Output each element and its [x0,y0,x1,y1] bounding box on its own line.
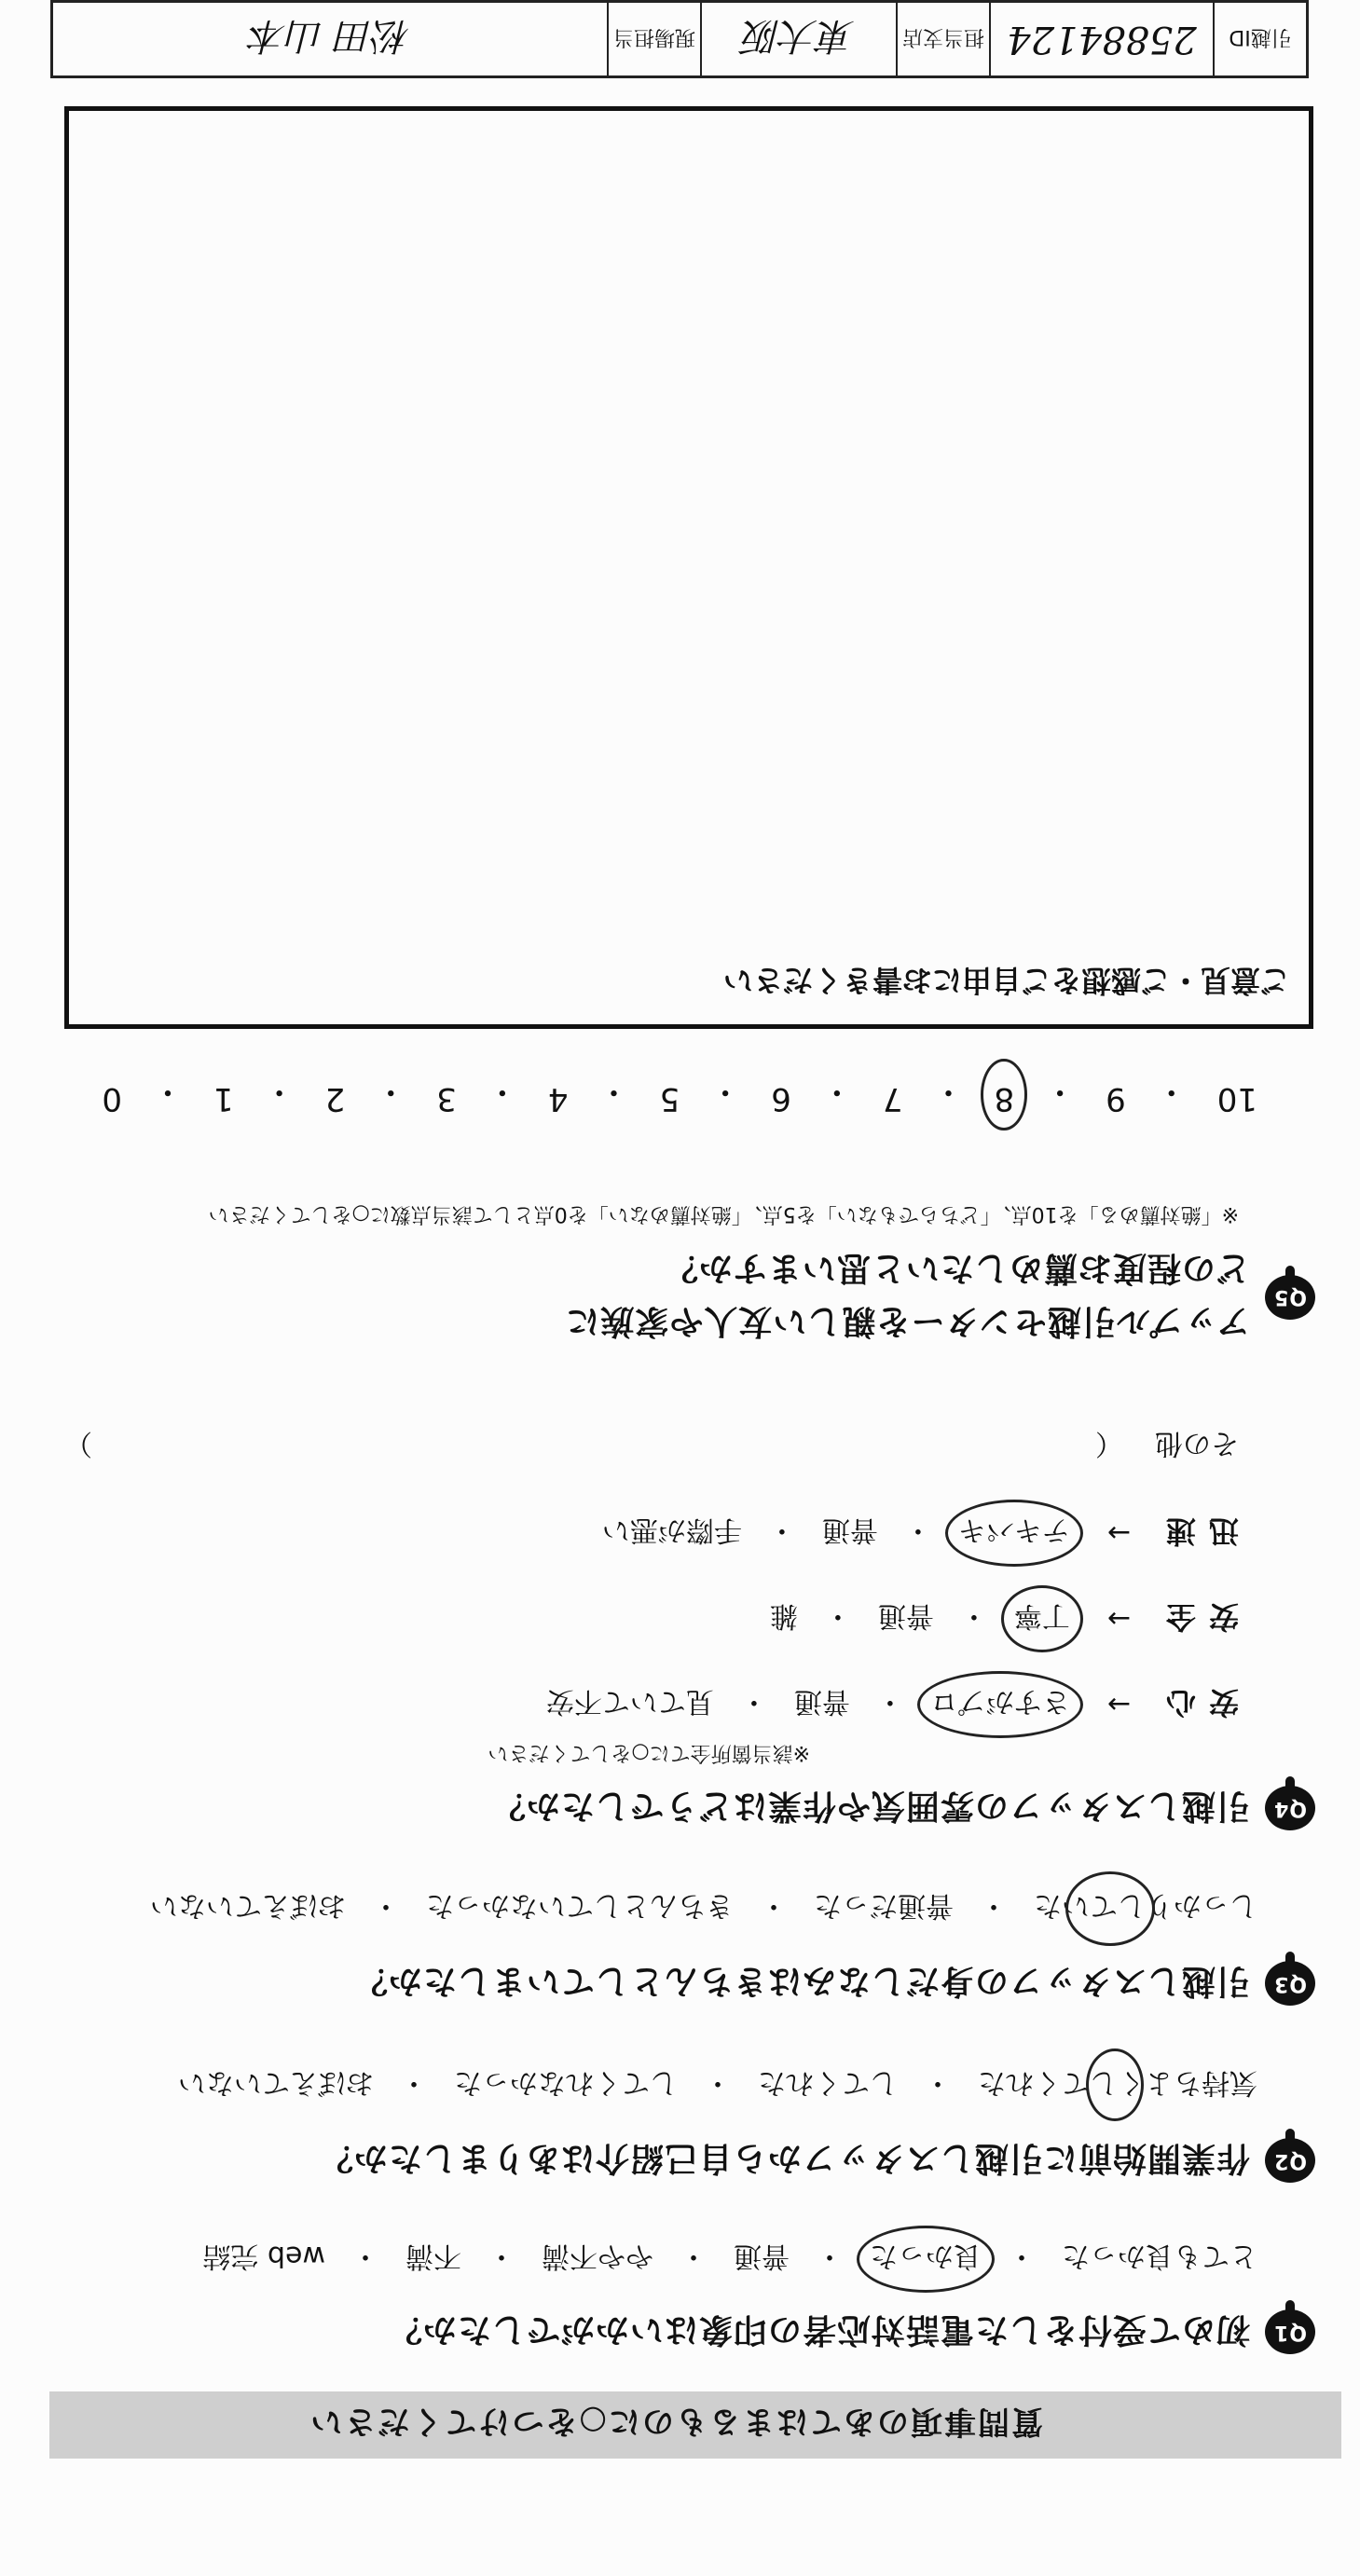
q1-option-5[interactable]: 不満 [405,2240,461,2272]
q2-title [319,2137,1360,2185]
q3-selection-circle [1065,1871,1155,1946]
q1-option-4[interactable]: やや不満 [542,2240,653,2272]
q4-other-close-paren: ） [64,1427,92,1459]
q4-row-3-option-2[interactable]: 普通 [821,1514,878,1546]
scale-3[interactable]: 3 [436,1080,457,1117]
q4-other-label: その他 [1155,1427,1239,1459]
q2-question: 作業開始前に引越しスタッフから自己紹介はありましたか？ [318,2139,1250,2177]
q1-question: 初めて受付をした電話対応者の印象はいかがでしたか？ [387,2310,1250,2349]
q3-option-2[interactable]: 普通だった [814,1889,954,1922]
q5-question [565,1247,1250,1348]
q4-row-2-label: 安全 [1152,1599,1239,1635]
q2-options: 気持ちよくしてくれた ・ してくれた ・ してくれなかった ・ おぼえていない [178,2065,1257,2106]
scale-1[interactable]: 1 [213,1080,234,1117]
q4-badge: Q4 [1265,1787,1315,1831]
q2-option-1-label: 気持ちよくしてくれた [978,2066,1257,2099]
staff-value: 松田 山本 [249,14,411,58]
q2-option-1-selected[interactable] [978,2065,1257,2106]
q4-question: 引越しスタッフの雰囲気や作業はどうでしたか？ [490,1787,1250,1825]
id-value: 25884124 [989,3,1213,75]
q4-row-1-option-1-selected[interactable]: さすがプロ [930,1684,1070,1725]
q5-scale: 10 ・ 9 ・ 8 ・ 7 ・ 6 ・ 5 ・ 4 ・ 3 ・ 2 ・ 1 ・ 0 [102,1073,1257,1117]
q4-row-3-label: 迅速 [1152,1514,1239,1549]
scale-6[interactable]: 6 [771,1080,791,1117]
q4-row-3-arrow: → [1106,1516,1131,1550]
id-label: 引越ID [1213,3,1306,75]
branch-value: 東大阪 [700,3,896,75]
q1-option-2-selected[interactable]: 良かった [870,2239,982,2280]
q4-row-2-option-2[interactable]: 普通 [877,1599,934,1632]
q3-badge: Q3 [1265,1962,1315,2007]
q4-row-3: 迅速 → テキパキ ・ 普通 ・ 手際が悪い [602,1512,1239,1555]
q4-row-1-label: 安心 [1152,1685,1239,1720]
q1-badge: Q1 [1265,2310,1315,2355]
scale-9[interactable]: 9 [1106,1080,1126,1117]
q4-row-1-option-3[interactable]: 見ていて不安 [545,1685,714,1718]
q4-row-1-arrow: → [1106,1688,1131,1721]
q2-option-3[interactable]: してくれなかった [454,2066,678,2099]
instruction-text: 質問事項のあてはまるものに○をつけてください [309,2403,1043,2441]
comment-box[interactable] [64,106,1313,1029]
q5-badge: Q5 [1265,1275,1315,1320]
q4-other-open-paren: （ [1095,1427,1123,1459]
q4-row-2-option-3[interactable]: 雑 [769,1599,798,1632]
q4-row-2-arrow: → [1106,1602,1131,1636]
q4-row-3-option-3[interactable]: 手際が悪い [601,1514,742,1546]
scale-2[interactable]: 2 [324,1080,346,1117]
q3-title [353,1960,1360,2007]
instruction-header-bar [49,2391,1341,2459]
q2-option-2[interactable]: してくれた [758,2066,898,2099]
scale-0[interactable]: 0 [102,1080,122,1117]
staff-label: 現場担当 [607,3,700,75]
q5-question-line1: アップル引越センターを親しい友人や家族に [565,1302,1250,1340]
q1-option-1[interactable]: とても良かった [1062,2240,1257,2272]
q2-selection-circle [1086,2048,1144,2121]
q4-title [491,1785,1360,1832]
q5-title [565,1247,1360,1348]
q3-question: 引越しスタッフの身だしなみはきちんとしていましたか？ [352,1962,1250,2000]
q4-row-2: 安全 → 丁寧 ・ 普通 ・ 雑 [770,1597,1239,1640]
q3-option-1-selected[interactable] [1034,1888,1257,1929]
q5-question-line2: どの程度お薦めしたいと思いますか？ [663,1249,1250,1287]
q4-row-1: 安心 → さすがプロ ・ 普通 ・ 見ていて不安 [546,1683,1239,1726]
q1-option-6[interactable]: web 完結 [202,2240,325,2272]
q4-row-2-option-1-selected[interactable]: 丁寧 [1014,1598,1070,1639]
scale-10[interactable]: 10 [1216,1080,1257,1117]
q4-row-1-option-2[interactable]: 普通 [793,1685,850,1718]
q4-other-row [64,1426,1239,1467]
q3-options: しっかりしていた ・ 普通だった ・ きちんとしていなかった ・ おぼえていない [150,1888,1257,1929]
q1-title [388,2309,1360,2356]
scale-8-selected[interactable]: 8 [994,1072,1014,1117]
q3-option-1-label: しっかりしていた [1034,1889,1257,1922]
q5-note: ※「絶対薦める」を10点、「どちらでもない」を5点、「絶対薦めない」を0点として該当点数に○をしてください [208,1202,1239,1226]
q2-option-4[interactable]: おぼえていない [178,2066,374,2099]
q3-option-3[interactable]: きちんとしていなかった [426,1889,734,1922]
comment-title: ご意見・ご感想をご自由にお書きください [722,963,1290,998]
q4-row-3-option-1-selected[interactable]: テキパキ [958,1513,1070,1554]
q2-badge: Q2 [1265,2139,1315,2184]
q3-option-4[interactable]: おぼえていない [150,1889,346,1922]
scale-5[interactable]: 5 [659,1080,680,1117]
q1-option-3[interactable]: 普通 [734,2240,790,2272]
q1-options: とても良かった ・ 良かった ・ 普通 ・ やや不満 ・ 不満 ・ web 完結 [202,2239,1257,2280]
scale-7[interactable]: 7 [882,1080,903,1117]
id-table [50,0,1309,78]
scale-4[interactable]: 4 [547,1080,569,1117]
q4-note: ※該当箇所全てに○をしてください [488,1741,810,1764]
branch-label: 担当支店 [896,3,989,75]
